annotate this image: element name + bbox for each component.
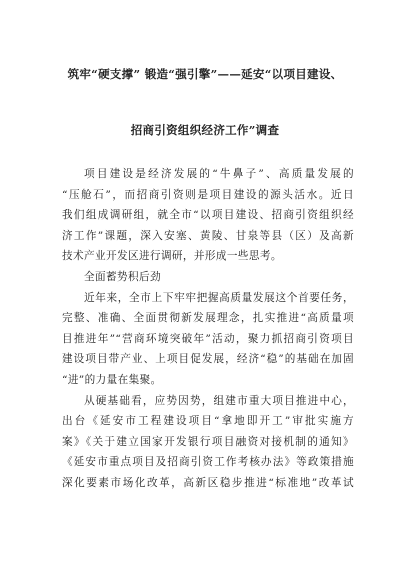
paragraph-line: “压舱石”，而招商引资则是项目建设的源头活水。近日 <box>62 188 354 201</box>
paragraph-intro <box>62 164 354 267</box>
paragraph-line: 我们组成调研组，就全市“以项目建设、招商引资组织经 <box>62 209 354 222</box>
paragraph-line: 技术产业开发区进行调研，并形成一些思考。 <box>62 250 282 263</box>
document-title-line-1: 筑牢“硬支撑” 锻造“强引擎”——延安“以项目建设、 <box>67 67 343 81</box>
paragraph-line: 近年来，全市上下牢牢把握高质量发展这个首要任务， <box>84 291 354 304</box>
document-title-line-2: 招商引资组织经济工作”调查 <box>130 123 280 137</box>
paragraph-overview <box>62 288 354 391</box>
section-heading-text: 全面蓄势积后劲 <box>84 270 161 283</box>
paragraph-line: 济工作”课题，深入安塞、黄陵、甘泉等县（区）及高新 <box>62 229 354 242</box>
paragraph-line: 项目建设是经济发展的“牛鼻子”、高质量发展的 <box>84 168 354 180</box>
section-heading <box>62 267 354 288</box>
paragraph-line: 案》《关于建立国家开发银行项目融资对接机制的通知》 <box>62 435 354 448</box>
paragraph-line: “进”的力量在集聚。 <box>62 373 162 386</box>
paragraph-line: 完整、准确、全面贯彻新发展理念，扎实推进“高质量项 <box>62 312 354 325</box>
paragraph-line: 出台《延安市工程建设项目“拿地即开工”审批实施方 <box>62 415 354 428</box>
paragraph-line: 目推进年”“营商环境突破年”活动，聚力抓招商引资项目 <box>62 332 354 345</box>
paragraph-line: 《延安市重点项目及招商引资工作考核办法》等政策措施 <box>62 456 354 469</box>
paragraph-line: 深化要素市场化改革，高新区稳步推进“标准地”改革试 <box>62 476 354 489</box>
document-body <box>62 164 354 494</box>
paragraph-foundation <box>62 391 354 494</box>
paragraph-line: 建设项目带产业、上项目促发展，经济“稳”的基础在加固 <box>62 353 354 366</box>
paragraph-line: 从硬基础看，应势因势，组建市重大项目推进中心， <box>84 394 354 407</box>
